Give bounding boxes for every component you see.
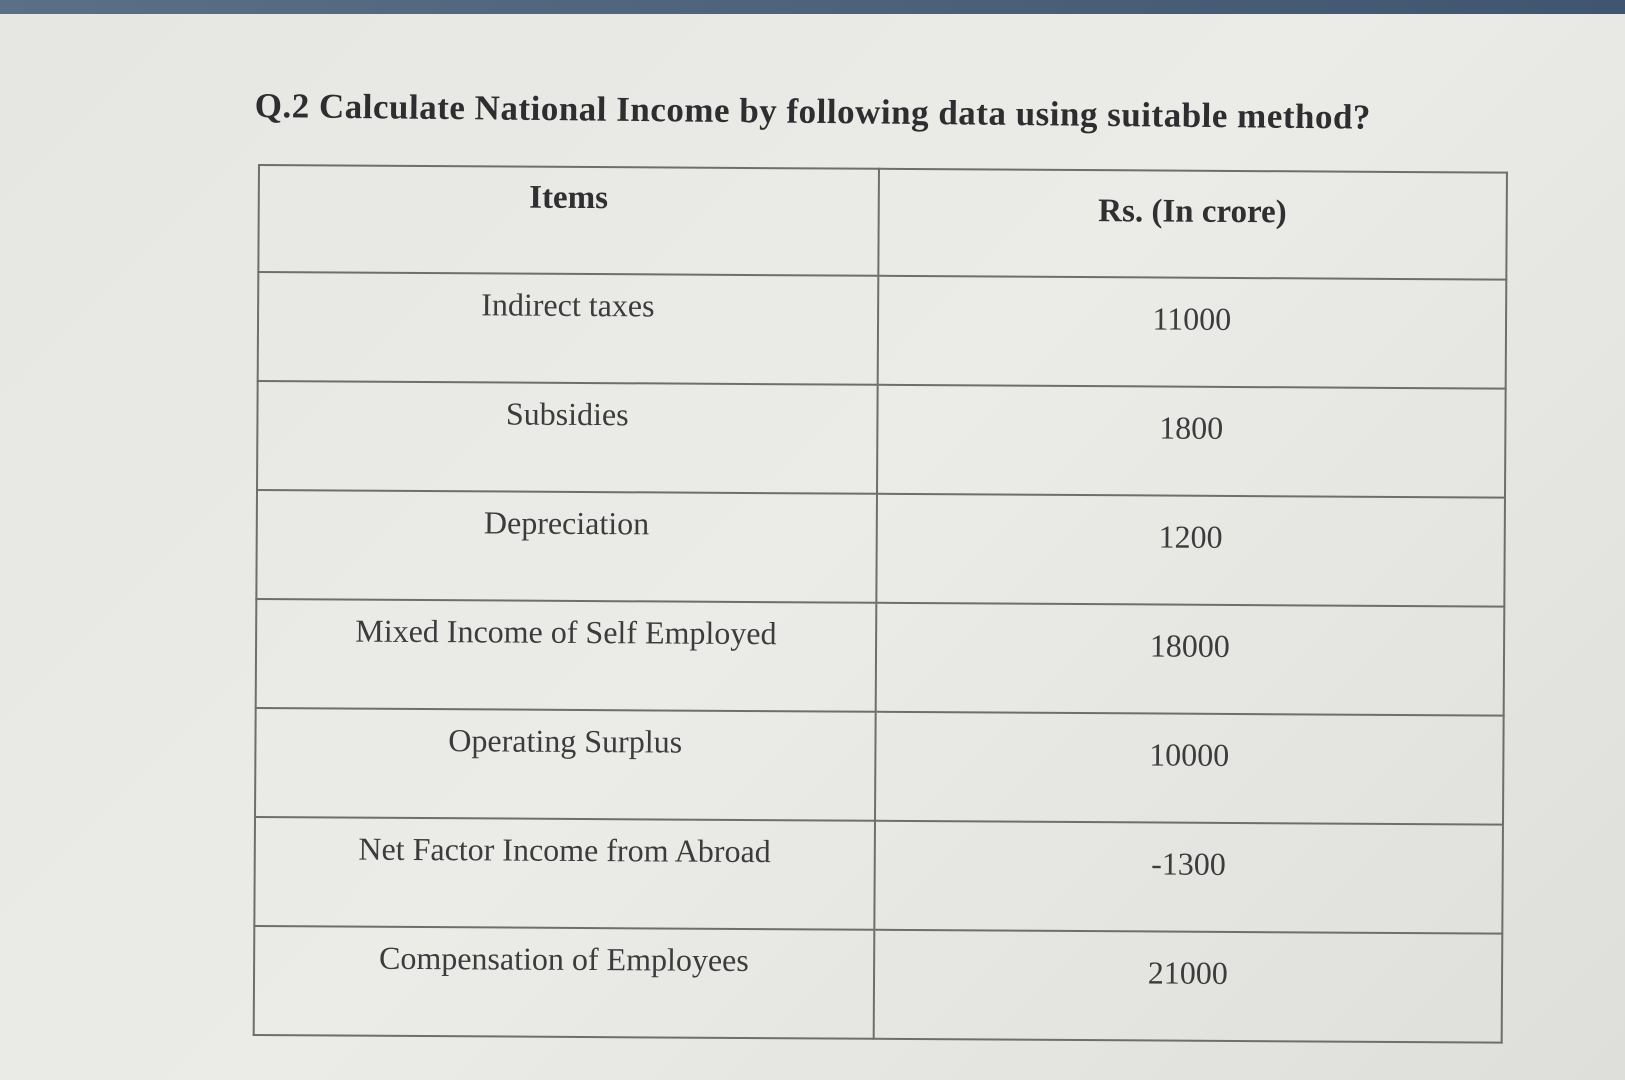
row-item: Depreciation — [256, 490, 876, 603]
monitor-top-bezel — [0, 0, 1625, 14]
header-amount: Rs. (In crore) — [878, 169, 1507, 280]
row-value: -1300 — [874, 821, 1503, 934]
row-value: 10000 — [875, 712, 1504, 825]
document-screen — [0, 14, 1625, 1080]
table-row — [256, 599, 1505, 716]
table-row — [256, 490, 1505, 607]
row-item: Mixed Income of Self Employed — [256, 599, 876, 712]
row-value: 18000 — [875, 603, 1504, 716]
table-row — [254, 817, 1503, 934]
row-value: 11000 — [877, 276, 1506, 389]
row-value: 1800 — [877, 385, 1506, 498]
table-row — [257, 381, 1506, 498]
table-row — [258, 272, 1507, 389]
row-value: 1200 — [876, 494, 1505, 607]
row-item: Subsidies — [257, 381, 877, 494]
header-items: Items — [258, 165, 878, 276]
row-item: Net Factor Income from Abroad — [254, 817, 874, 930]
question-title: Q.2 Calculate National Income by following data using suitable method? — [254, 86, 1372, 137]
income-data-table — [253, 164, 1508, 1044]
table-header-row — [258, 165, 1507, 280]
table-row — [254, 926, 1503, 1043]
row-item: Indirect taxes — [258, 272, 878, 385]
table-row — [255, 708, 1504, 825]
row-item: Compensation of Employees — [254, 926, 874, 1039]
row-value: 21000 — [873, 930, 1502, 1043]
row-item: Operating Surplus — [255, 708, 875, 821]
